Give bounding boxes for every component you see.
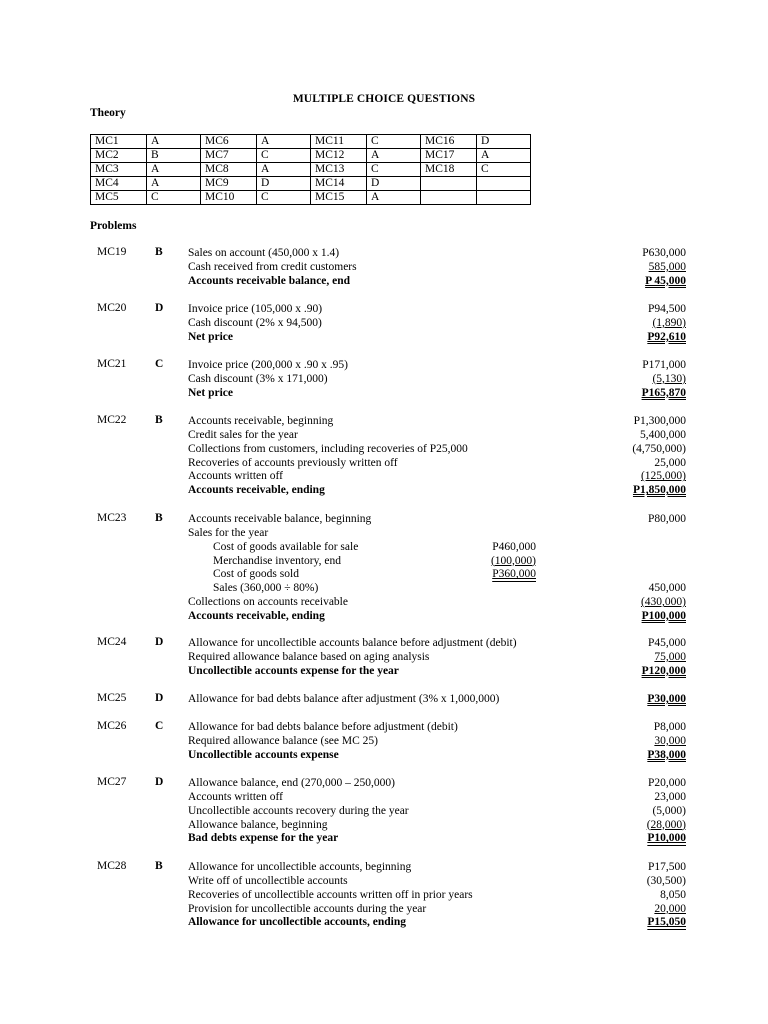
line-label: Accounts receivable balance, end [188, 274, 351, 287]
computation-line [188, 469, 686, 483]
question-number-cell: MC16 [421, 135, 477, 149]
line-amount: P45,000 [647, 637, 686, 649]
computation-line [188, 567, 686, 581]
line-label: Allowance balance, end (270,000 – 250,000) [188, 777, 395, 789]
computation-line [188, 456, 686, 470]
question-number-cell: MC10 [201, 191, 257, 205]
problem-number: MC26 [97, 720, 127, 732]
question-number-cell: MC6 [201, 135, 257, 149]
line-label: Cash received from credit customers [188, 260, 357, 273]
line-label: Allowance for bad debts balance before adjustment (debit) [188, 721, 458, 733]
line-amount: P94,500 [647, 303, 686, 315]
computation-line [188, 512, 686, 526]
computation-line [188, 636, 686, 650]
question-number-cell: MC13 [311, 163, 367, 177]
line-label: Recoveries of accounts previously written off [188, 456, 398, 469]
line-label: Cash discount (3% x 171,000) [188, 372, 328, 385]
problem-number: MC20 [97, 302, 127, 314]
answer-cell: A [147, 135, 201, 149]
computation-line [188, 804, 686, 818]
line-label: Accounts receivable balance, beginning [188, 513, 372, 525]
answer-cell: D [257, 177, 311, 191]
question-number-cell: MC17 [421, 149, 477, 163]
problem-answer: D [155, 692, 164, 704]
computation-line [188, 483, 686, 497]
problem-number: MC22 [97, 414, 127, 426]
line-amount: P15,050 [647, 916, 686, 929]
question-number-cell: MC5 [91, 191, 147, 205]
line-label: Accounts receivable, ending [188, 609, 325, 622]
line-amount: (30,500) [646, 874, 686, 887]
computation-line [188, 428, 686, 442]
computation-line [188, 650, 686, 664]
line-amount: 585,000 [648, 260, 686, 273]
answer-cell: D [367, 177, 421, 191]
problem-number: MC24 [97, 636, 127, 648]
line-label: Net price [188, 386, 234, 399]
line-amount: 450,000 [648, 582, 686, 595]
line-label: Sales for the year [188, 526, 269, 539]
line-subamount: (100,000) [490, 554, 536, 567]
line-amount: 8,050 [660, 888, 686, 901]
line-amount: P20,000 [647, 777, 686, 789]
computation-line [188, 330, 686, 344]
answer-cell: C [257, 149, 311, 163]
computation-line [188, 442, 686, 456]
answer-cell: D [477, 135, 531, 149]
line-label: Accounts written off [188, 470, 283, 483]
problem-number: MC19 [97, 246, 127, 258]
computation-line [188, 818, 686, 832]
computation-line [188, 595, 686, 609]
problem-number: MC28 [97, 860, 127, 872]
line-amount: 30,000 [654, 734, 686, 747]
computation-line [188, 915, 686, 929]
line-amount: P100,000 [641, 609, 686, 622]
computation-line [188, 246, 686, 260]
problem-answer: D [155, 302, 164, 314]
question-number-cell: MC9 [201, 177, 257, 191]
computation-line [188, 372, 686, 386]
theory-row [91, 191, 531, 205]
line-label: Required allowance balance (see MC 25) [188, 734, 378, 747]
answer-cell: C [477, 163, 531, 177]
line-amount: (125,000) [640, 470, 686, 483]
line-amount: P30,000 [647, 693, 686, 705]
line-amount: P17,500 [647, 861, 686, 873]
answer-cell: C [257, 191, 311, 205]
line-amount: (28,000) [646, 818, 686, 831]
answer-cell: A [367, 149, 421, 163]
computation-line [188, 692, 686, 706]
computation-line [188, 790, 686, 804]
line-label: Accounts receivable, ending [188, 484, 325, 497]
computation-line [188, 664, 686, 678]
answer-cell: C [367, 163, 421, 177]
question-number-cell: MC3 [91, 163, 147, 177]
answer-cell: A [147, 163, 201, 177]
line-amount: (4,750,000) [632, 442, 686, 455]
question-number-cell: MC15 [311, 191, 367, 205]
line-subamount: P460,000 [492, 540, 536, 553]
line-amount: P165,870 [641, 386, 686, 399]
line-amount: (430,000) [640, 596, 686, 609]
line-amount: P8,000 [653, 721, 686, 733]
computation-line [188, 776, 686, 790]
problem-number: MC27 [97, 776, 127, 788]
line-amount: P120,000 [641, 664, 686, 677]
line-label: Sales (360,000 ÷ 80%) [213, 582, 319, 595]
question-number-cell: MC11 [311, 135, 367, 149]
computation-line [188, 831, 686, 845]
line-label: Sales on account (450,000 x 1.4) [188, 247, 340, 259]
answer-cell: A [477, 149, 531, 163]
line-label: Accounts written off [188, 790, 283, 803]
line-amount: P38,000 [647, 748, 686, 761]
computation-line [188, 386, 686, 400]
line-amount: P92,610 [647, 330, 686, 343]
theory-heading: Theory [90, 107, 126, 119]
line-label: Credit sales for the year [188, 428, 298, 441]
question-number-cell: MC12 [311, 149, 367, 163]
line-label: Bad debts expense for the year [188, 832, 339, 845]
line-label: Cash discount (2% x 94,500) [188, 316, 322, 329]
answer-cell: A [257, 163, 311, 177]
question-number-cell: MC18 [421, 163, 477, 177]
line-amount: P630,000 [642, 247, 686, 259]
line-amount: P 45,000 [645, 274, 686, 287]
question-number-cell: MC14 [311, 177, 367, 191]
problems-heading: Problems [90, 220, 137, 232]
line-amount: P10,000 [647, 832, 686, 845]
line-label: Cost of goods sold [213, 568, 299, 581]
answer-cell: C [147, 191, 201, 205]
theory-row [91, 163, 531, 177]
problem-answer: B [155, 414, 163, 426]
computation-line [188, 316, 686, 330]
problem-number: MC25 [97, 692, 127, 704]
line-label: Allowance for uncollectible accounts, ending [188, 916, 406, 929]
computation-line [188, 874, 686, 888]
line-amount: (5,130) [652, 372, 686, 385]
line-amount: P80,000 [647, 513, 686, 525]
answer-cell: B [147, 149, 201, 163]
line-label: Accounts receivable, beginning [188, 415, 334, 427]
theory-row [91, 177, 531, 191]
line-amount: 20,000 [654, 902, 686, 915]
problem-answer: B [155, 512, 163, 524]
line-label: Allowance for bad debts balance after adjustment (3% x 1,000,000) [188, 693, 500, 705]
computation-line [188, 358, 686, 372]
computation-line [188, 748, 686, 762]
computation-line [188, 302, 686, 316]
computation-line [188, 720, 686, 734]
answer-cell: C [367, 135, 421, 149]
question-number-cell: MC7 [201, 149, 257, 163]
problem-answer: B [155, 246, 163, 258]
line-amount: P1,850,000 [632, 484, 686, 497]
line-amount: (1,890) [652, 316, 686, 329]
question-number-cell [421, 177, 477, 191]
page-title: MULTIPLE CHOICE QUESTIONS [292, 93, 476, 105]
answer-cell [477, 191, 531, 205]
line-label: Merchandise inventory, end [213, 554, 341, 567]
theory-row [91, 135, 531, 149]
answer-cell: A [367, 191, 421, 205]
problem-answer: D [155, 636, 164, 648]
computation-line [188, 260, 686, 274]
line-label: Uncollectible accounts recovery during the year [188, 804, 409, 817]
line-amount: (5,000) [652, 804, 686, 817]
line-label: Provision for uncollectible accounts during the year [188, 902, 427, 915]
line-label: Collections on accounts receivable [188, 596, 348, 609]
theory-answer-table [90, 134, 531, 205]
computation-line [188, 414, 686, 428]
answer-cell: A [257, 135, 311, 149]
line-label: Allowance for uncollectible accounts balance before adjustment (debit) [188, 637, 517, 649]
line-label: Uncollectible accounts expense [188, 748, 339, 761]
line-label: Invoice price (200,000 x .90 x .95) [188, 359, 349, 371]
computation-line [188, 540, 686, 554]
line-label: Invoice price (105,000 x .90) [188, 303, 323, 315]
problem-answer: C [155, 720, 164, 732]
question-number-cell: MC4 [91, 177, 147, 191]
question-number-cell: MC1 [91, 135, 147, 149]
line-label: Write off of uncollectible accounts [188, 874, 348, 887]
line-label: Required allowance balance based on aging analysis [188, 650, 430, 663]
line-label: Net price [188, 330, 234, 343]
question-number-cell [421, 191, 477, 205]
computation-line [188, 609, 686, 623]
computation-line [188, 902, 686, 916]
computation-line [188, 274, 686, 288]
problem-number: MC21 [97, 358, 127, 370]
line-amount: P171,000 [642, 359, 686, 371]
answer-cell [477, 177, 531, 191]
computation-line [188, 888, 686, 902]
problem-answer: B [155, 860, 163, 872]
line-label: Collections from customers, including recoveries of P25,000 [188, 442, 468, 455]
answer-cell: A [147, 177, 201, 191]
computation-line [188, 860, 686, 874]
line-amount: 23,000 [654, 790, 686, 803]
line-label: Allowance for uncollectible accounts, beginning [188, 861, 412, 873]
problem-answer: D [155, 776, 164, 788]
computation-line [188, 554, 686, 568]
question-number-cell: MC8 [201, 163, 257, 177]
line-amount: 5,400,000 [640, 428, 686, 441]
line-label: Recoveries of uncollectible accounts written off in prior years [188, 888, 473, 901]
line-amount: 25,000 [654, 456, 686, 469]
line-amount: 75,000 [654, 650, 686, 663]
problem-number: MC23 [97, 512, 127, 524]
line-subamount: P360,000 [492, 568, 536, 581]
line-label: Cost of goods available for sale [213, 540, 359, 553]
theory-row [91, 149, 531, 163]
line-label: Uncollectible accounts expense for the year [188, 664, 399, 677]
question-number-cell: MC2 [91, 149, 147, 163]
computation-line [188, 581, 686, 595]
computation-line [188, 734, 686, 748]
computation-line [188, 526, 686, 540]
line-label: Allowance balance, beginning [188, 818, 328, 831]
line-amount: P1,300,000 [633, 415, 686, 427]
problem-answer: C [155, 358, 164, 370]
